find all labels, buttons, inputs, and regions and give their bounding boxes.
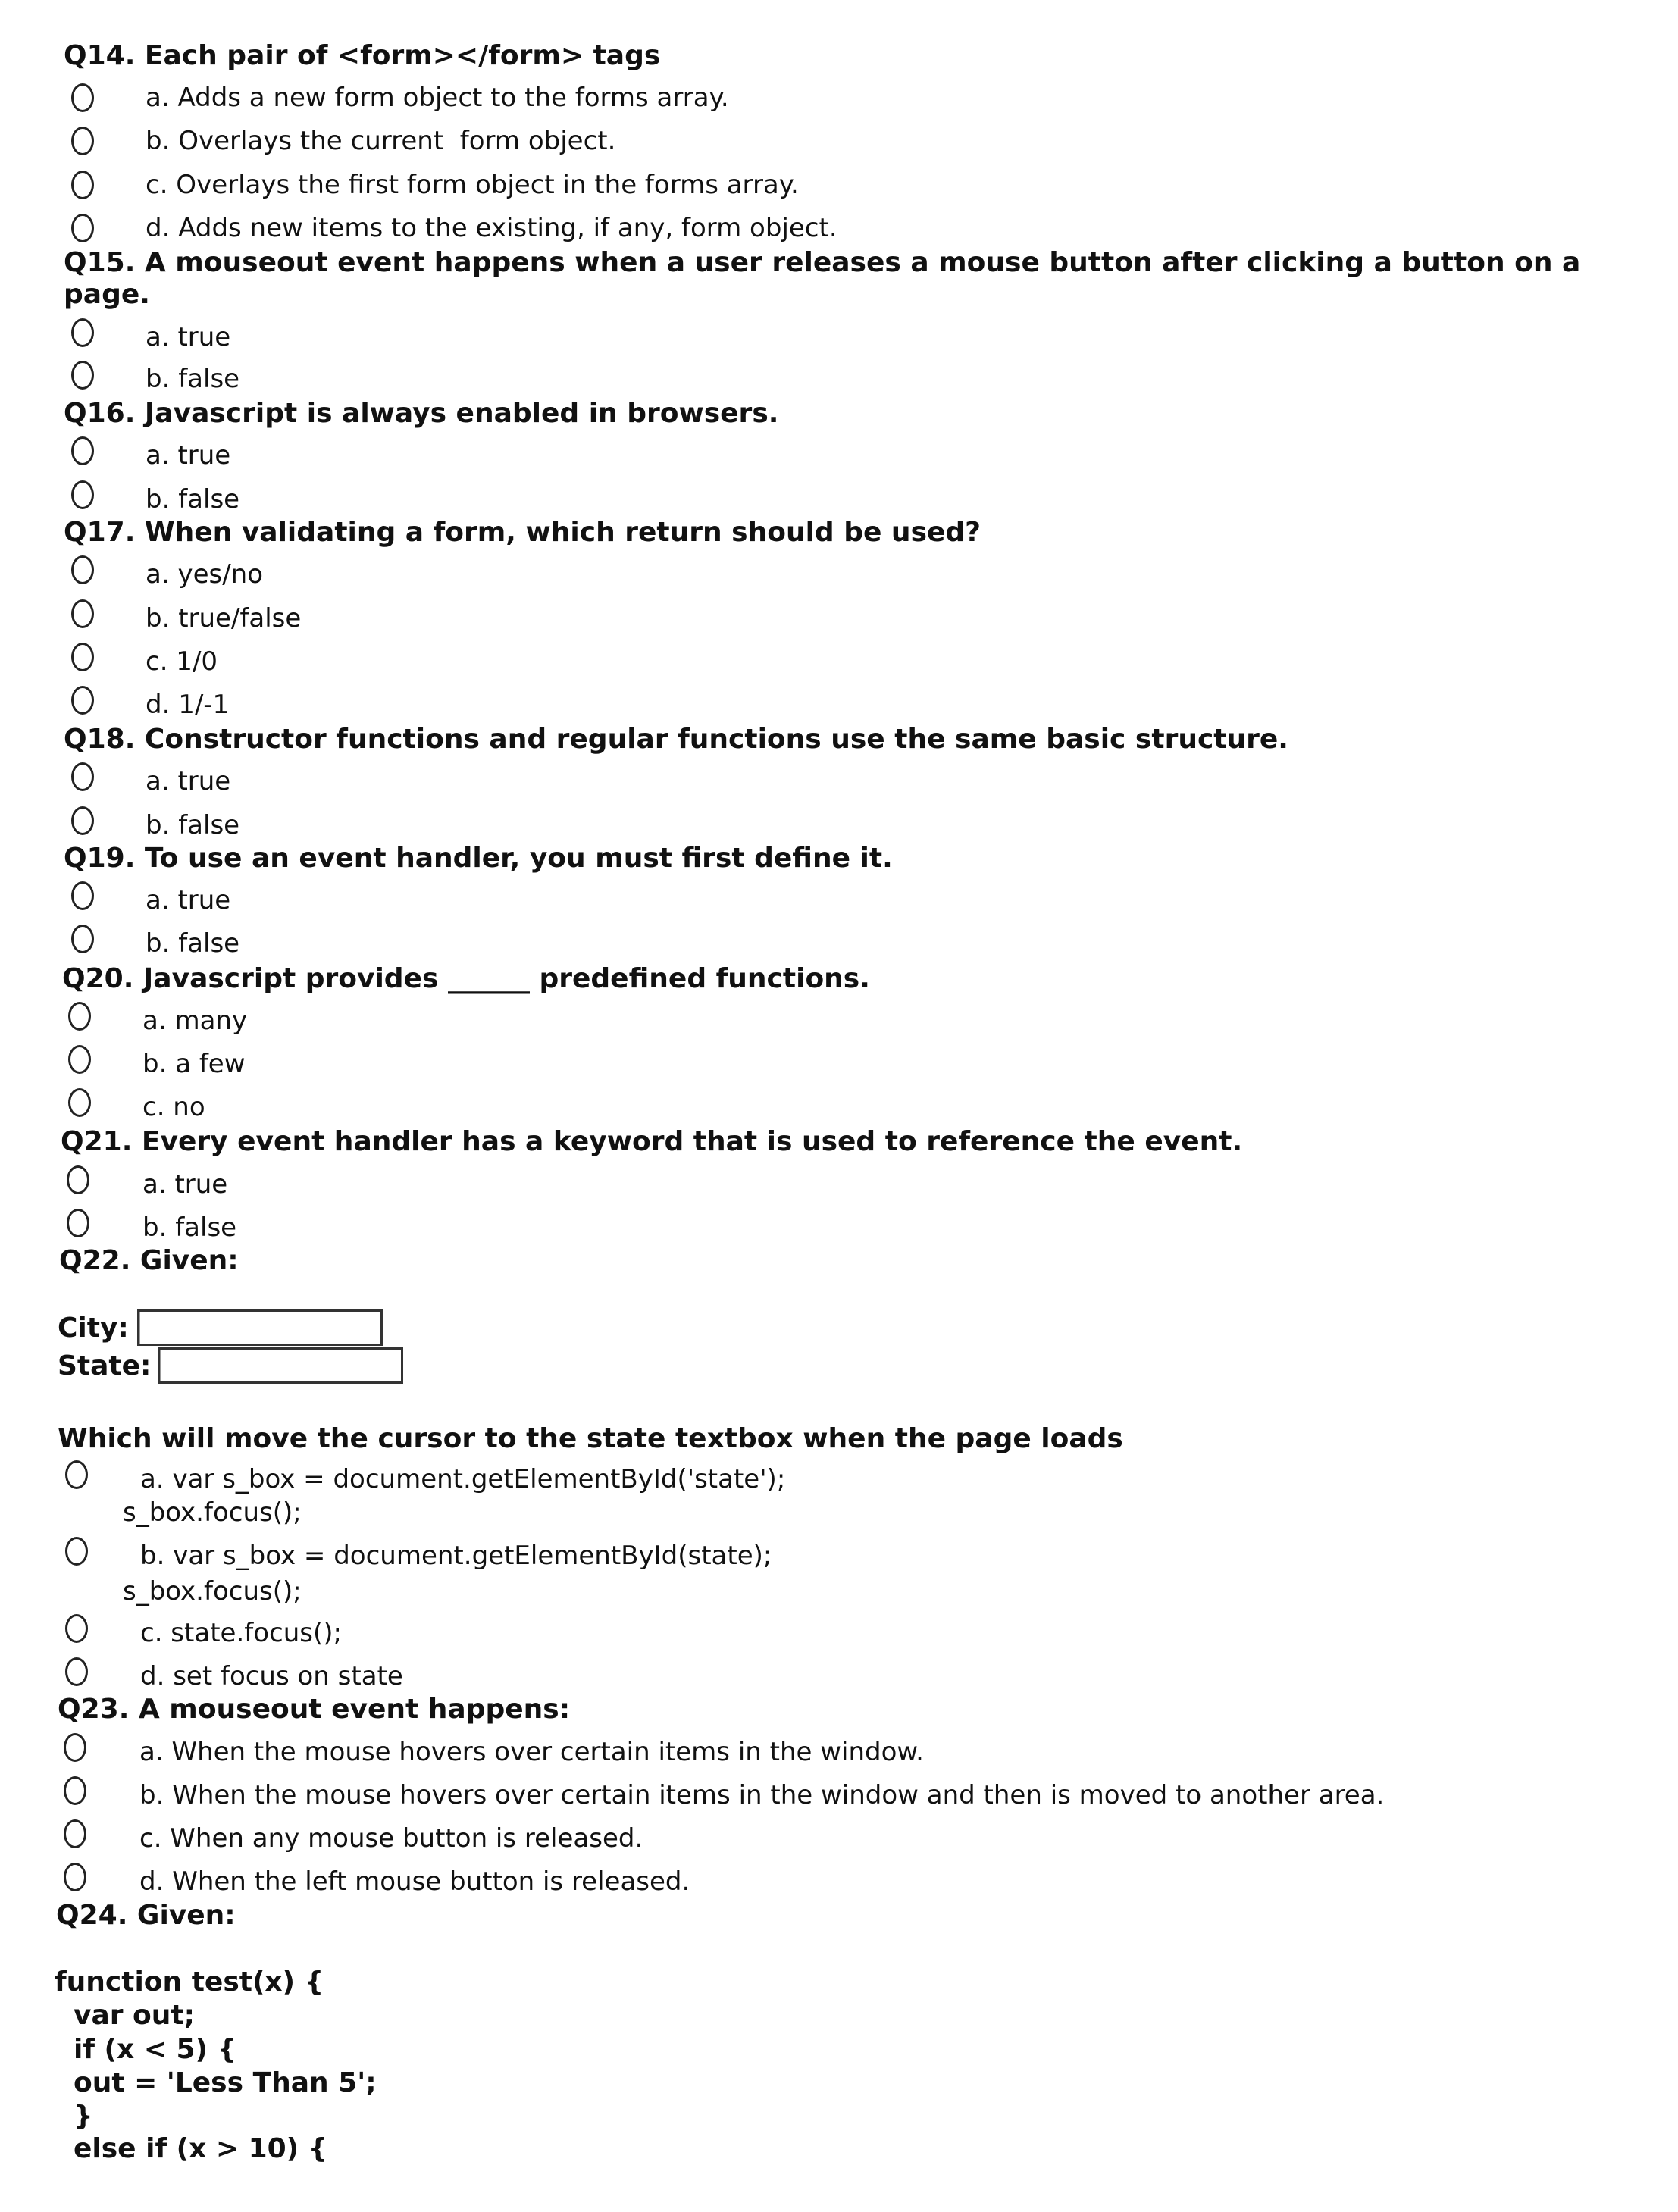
q17-option-d-radio[interactable] bbox=[71, 686, 94, 715]
q19-option-b-radio[interactable] bbox=[71, 925, 94, 953]
code-line: else if (x > 10) { bbox=[74, 2133, 328, 2164]
q17-option-b-radio[interactable] bbox=[71, 599, 94, 628]
q17-option-a-radio[interactable] bbox=[71, 555, 94, 584]
question-15-title-cont: page. bbox=[64, 279, 150, 310]
q14-option-d: d. Adds new items to the existing, if any, form object. bbox=[146, 213, 837, 243]
q18-option-b: b. false bbox=[146, 810, 240, 840]
q17-option-a: a. yes/no bbox=[146, 559, 264, 590]
q20-option-c: c. no bbox=[142, 1092, 205, 1122]
question-14-title: Q14. Each pair of <form></form> tags bbox=[64, 40, 661, 71]
q22-option-b-cont: s_box.focus(); bbox=[123, 1576, 302, 1607]
question-20-title: Q20. Javascript provides ______ predefined functions. bbox=[62, 963, 870, 994]
q16-option-b-radio[interactable] bbox=[71, 480, 94, 509]
code-line: var out; bbox=[74, 2000, 196, 2031]
q16-option-b: b. false bbox=[146, 484, 240, 515]
q15-option-b: b. false bbox=[146, 364, 240, 394]
q19-option-a: a. true bbox=[146, 885, 231, 915]
question-22-prompt: Which will move the cursor to the state textbox when the page loads bbox=[58, 1423, 1123, 1454]
q20-option-c-radio[interactable] bbox=[68, 1088, 91, 1117]
q22-option-b: b. var s_box = document.getElementById(state); bbox=[140, 1541, 772, 1571]
q21-option-a-radio[interactable] bbox=[67, 1165, 89, 1194]
question-21-title: Q21. Every event handler has a keyword that is used to reference the event. bbox=[61, 1126, 1243, 1157]
state-textbox[interactable] bbox=[158, 1347, 403, 1384]
question-19-title: Q19. To use an event handler, you must first define it. bbox=[64, 843, 893, 874]
q20-option-a-radio[interactable] bbox=[68, 1002, 91, 1031]
q22-option-a: a. var s_box = document.getElementById('state'); bbox=[140, 1464, 786, 1494]
code-line: if (x < 5) { bbox=[74, 2034, 237, 2065]
q15-option-b-radio[interactable] bbox=[71, 361, 94, 390]
q20-option-a: a. many bbox=[142, 1006, 248, 1036]
q19-option-b: b. false bbox=[146, 928, 240, 959]
q22-option-d: d. set focus on state bbox=[140, 1661, 403, 1691]
q22-option-b-radio[interactable] bbox=[65, 1537, 88, 1566]
question-23-title: Q23. A mouseout event happens: bbox=[58, 1694, 571, 1725]
q23-option-d-radio[interactable] bbox=[64, 1863, 86, 1891]
q14-option-c-radio[interactable] bbox=[71, 171, 94, 199]
q19-option-a-radio[interactable] bbox=[71, 881, 94, 910]
q14-option-c: c. Overlays the first form object in the forms array. bbox=[146, 170, 799, 200]
q17-option-c-radio[interactable] bbox=[71, 643, 94, 671]
q22-option-c-radio[interactable] bbox=[65, 1614, 88, 1643]
q21-option-b-radio[interactable] bbox=[67, 1209, 89, 1237]
q15-option-a-radio[interactable] bbox=[71, 318, 94, 347]
q22-option-a-cont: s_box.focus(); bbox=[123, 1497, 302, 1528]
q21-option-a: a. true bbox=[142, 1169, 228, 1200]
code-line: out = 'Less Than 5'; bbox=[74, 2067, 377, 2098]
q14-option-a-radio[interactable] bbox=[71, 83, 94, 112]
city-textbox[interactable] bbox=[137, 1309, 383, 1346]
question-16-title: Q16. Javascript is always enabled in browsers. bbox=[64, 398, 779, 429]
q23-option-a-radio[interactable] bbox=[64, 1733, 86, 1762]
q14-option-b: b. Overlays the current form object. bbox=[146, 126, 616, 156]
state-label: State: bbox=[58, 1350, 152, 1381]
q18-option-a-radio[interactable] bbox=[71, 762, 94, 791]
q22-option-a-radio[interactable] bbox=[65, 1460, 88, 1489]
q20-option-b-radio[interactable] bbox=[68, 1045, 91, 1074]
question-24-title: Q24. Given: bbox=[56, 1900, 236, 1931]
q18-option-b-radio[interactable] bbox=[71, 806, 94, 835]
question-15-title: Q15. A mouseout event happens when a user releases a mouse button after clicking a button on a bbox=[64, 247, 1581, 278]
q17-option-b: b. true/false bbox=[146, 603, 302, 634]
q23-option-b-radio[interactable] bbox=[64, 1776, 86, 1805]
q14-option-d-radio[interactable] bbox=[71, 214, 94, 242]
q23-option-c: c. When any mouse button is released. bbox=[139, 1823, 643, 1854]
q18-option-a: a. true bbox=[146, 766, 231, 796]
question-22-title: Q22. Given: bbox=[59, 1245, 239, 1276]
q23-option-d: d. When the left mouse button is released. bbox=[139, 1866, 690, 1897]
q16-option-a-radio[interactable] bbox=[71, 436, 94, 465]
q21-option-b: b. false bbox=[142, 1212, 237, 1243]
q17-option-d: d. 1/-1 bbox=[146, 690, 230, 720]
q20-option-b: b. a few bbox=[142, 1049, 246, 1079]
q15-option-a: a. true bbox=[146, 322, 231, 352]
q23-option-a: a. When the mouse hovers over certain items in the window. bbox=[139, 1737, 924, 1767]
code-line: } bbox=[74, 2101, 93, 2132]
q23-option-b: b. When the mouse hovers over certain items in the window and then is moved to another area. bbox=[139, 1780, 1385, 1810]
q22-option-c: c. state.focus(); bbox=[140, 1618, 342, 1648]
q17-option-c: c. 1/0 bbox=[146, 646, 218, 677]
question-18-title: Q18. Constructor functions and regular functions use the same basic structure. bbox=[64, 724, 1288, 755]
q22-option-d-radio[interactable] bbox=[65, 1657, 88, 1686]
code-line: function test(x) { bbox=[55, 1966, 324, 1998]
q16-option-a: a. true bbox=[146, 440, 231, 471]
q23-option-c-radio[interactable] bbox=[64, 1819, 86, 1848]
city-label: City: bbox=[58, 1312, 129, 1344]
question-17-title: Q17. When validating a form, which return should be used? bbox=[64, 517, 981, 548]
q14-option-a: a. Adds a new form object to the forms array. bbox=[146, 83, 729, 113]
q14-option-b-radio[interactable] bbox=[71, 127, 94, 155]
